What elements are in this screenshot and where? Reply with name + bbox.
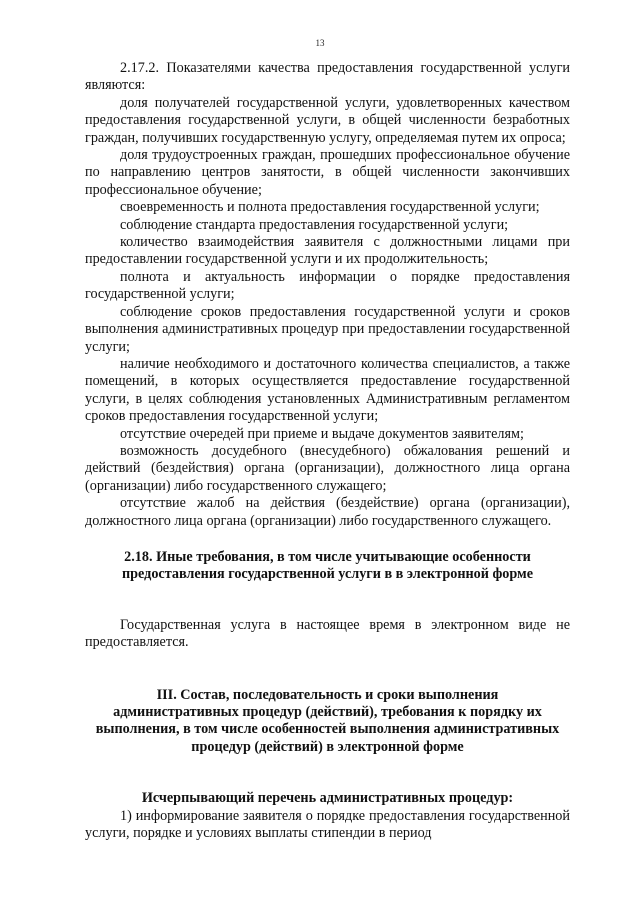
quality-indicator-item: соблюдение сроков предоставления государственной услуги и сроков выполнения административных процедур при предоставлении государственной услуги; [85, 303, 570, 355]
quality-indicator-item: возможность досудебного (внесудебного) обжалования решений и действий (бездействия) органа (организации), должностного лица органа (организации) либо государственного служащего; [85, 442, 570, 494]
quality-indicator-item: отсутствие жалоб на действия (бездействие) органа (организации), должностного лица органа (организации) либо государственного служащего. [85, 495, 570, 529]
section-2-18-text: Государственная услуга в настоящее время в электронном виде не предоставляется. [85, 616, 570, 651]
quality-indicator-item: доля трудоустроенных граждан, прошедших профессиональное обучение по направлению центров занятости, в общей численности закончивших профессиональное обучение; [85, 147, 570, 198]
quality-indicators-intro: 2.17.2. Показателями качества предоставления государственной услуги являются: [85, 60, 570, 94]
quality-indicator-item: наличие необходимого и достаточного количества специалистов, а также помещений, в которых осуществляется предоставление государственной услуги, в целях соблюдения установленных Административным регламентом сроков предоставления государственной услуги; [85, 355, 570, 425]
quality-indicator-item: полнота и актуальность информации о порядке предоставления государственной услуги; [85, 268, 570, 303]
quality-indicator-item: своевременность и полнота предоставления государственной услуги; [120, 199, 540, 216]
quality-indicator-item: доля получателей государственной услуги, удовлетворенных качеством предоставления государственной услуги, в общей численности безработных граждан, получивших государственную услугу, определяемая путем их опроса; [85, 94, 570, 146]
quality-indicator-item: количество взаимодействия заявителя с должностными лицами при предоставлении государственной услуги и их продолжительность; [85, 234, 570, 268]
procedure-item-1: 1) информирование заявителя о порядке предоставления государственной услуги, порядке и условиях выплаты стипендии в период [85, 807, 570, 842]
section-2-18-heading: 2.18. Иные требования, в том числе учитывающие особенности предоставления государственной услуги в в электронной форме [121, 548, 534, 583]
page-number: 13 [315, 38, 325, 48]
quality-indicator-item: отсутствие очередей при приеме и выдаче документов заявителям; [120, 425, 524, 442]
procedures-heading: Исчерпывающий перечень административных процедур: [141, 790, 514, 807]
quality-indicator-item: соблюдение стандарта предоставления государственной услуги; [120, 216, 509, 233]
document-body [85, 60, 570, 842]
section-3-heading: III. Состав, последовательность и сроки выполнения административных процедур (действий), требования к порядку их выполнения, в том числе особенностей выполнения административных процедур (действий) в электронной форме [95, 686, 560, 755]
